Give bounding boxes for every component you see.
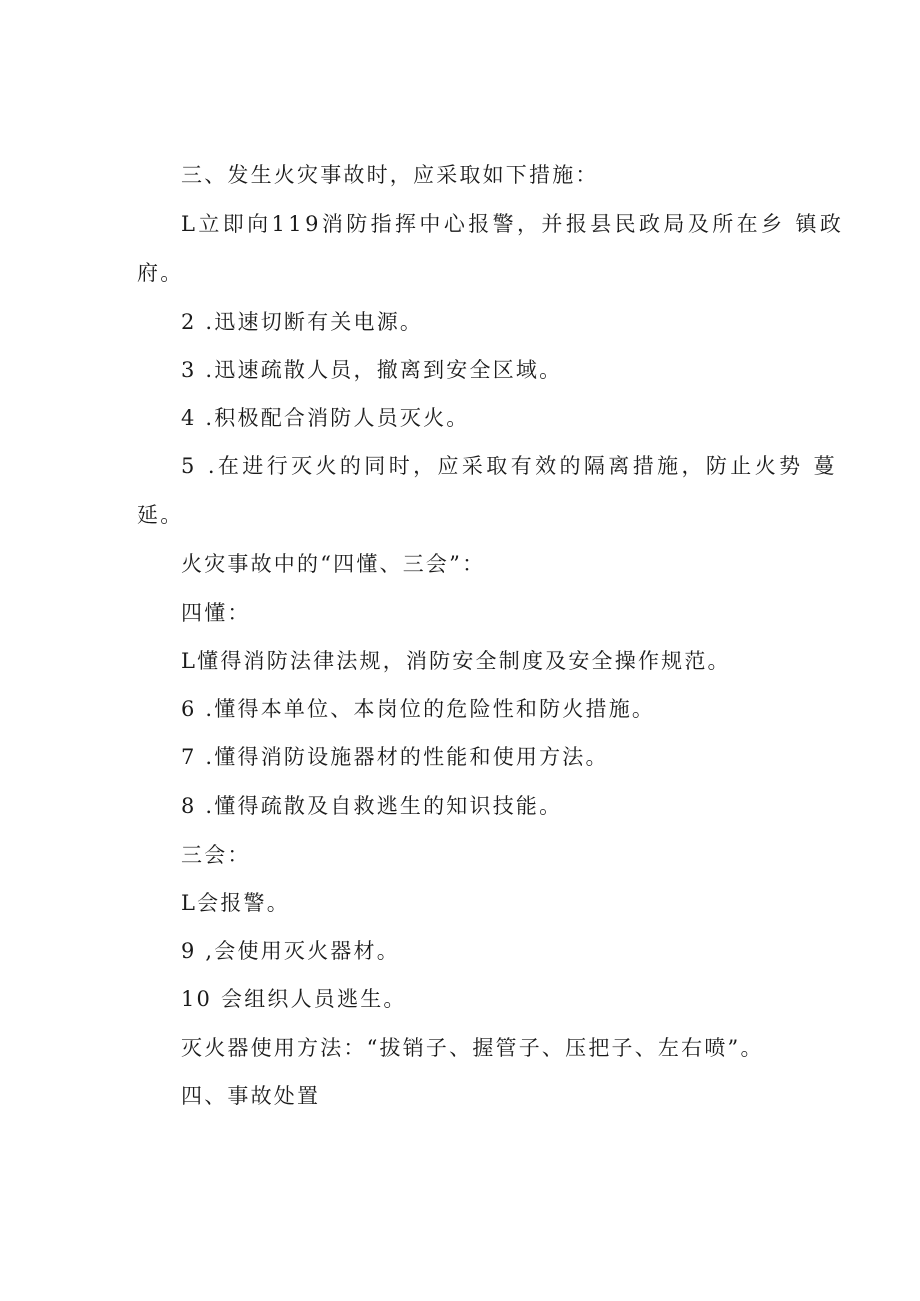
measure-5-line-1: 5 .在进行灭火的同时，应采取有效的隔离措施，防止火势 蔓 xyxy=(181,454,838,478)
measure-2: 2 .迅速切断有关电源。 xyxy=(181,310,424,334)
four-understand-title: 四懂： xyxy=(181,601,251,625)
four-understand-item-1: L懂得消防法律法规，消防安全制度及安全操作规范。 xyxy=(181,649,731,673)
three-can-item-3: 10 会组织人员逃生。 xyxy=(181,987,407,1011)
section-heading-3: 三、发生火灾事故时，应采取如下措施： xyxy=(181,163,599,187)
three-can-item-1: L会报警。 xyxy=(181,891,290,915)
four-three-title: 火灾事故中的“四懂、三会”： xyxy=(181,552,486,576)
extinguisher-method: 灭火器使用方法：“拔销子、握管子、压把子、左右喷”。 xyxy=(181,1036,764,1060)
section-heading-4: 四、事故处置 xyxy=(181,1084,321,1108)
four-understand-item-3: 7 .懂得消防设施器材的性能和使用方法。 xyxy=(181,745,609,769)
measure-4: 4 .积极配合消防人员灭火。 xyxy=(181,406,470,430)
three-can-item-2: 9 ,会使用灭火器材。 xyxy=(181,939,400,963)
four-understand-item-2: 6 .懂得本单位、本岗位的危险性和防火措施。 xyxy=(181,697,656,721)
three-can-title: 三会： xyxy=(181,843,251,867)
four-understand-item-4: 8 .懂得疏散及自救逃生的知识技能。 xyxy=(181,794,563,818)
measure-5-line-2: 延。 xyxy=(137,503,184,527)
measure-1-line-2: 府。 xyxy=(137,261,184,285)
measure-1-line-1: L立即向119消防指挥中心报警，并报县民政局及所在乡 镇政 xyxy=(181,212,845,236)
measure-3: 3 .迅速疏散人员，撤离到安全区域。 xyxy=(181,358,563,382)
